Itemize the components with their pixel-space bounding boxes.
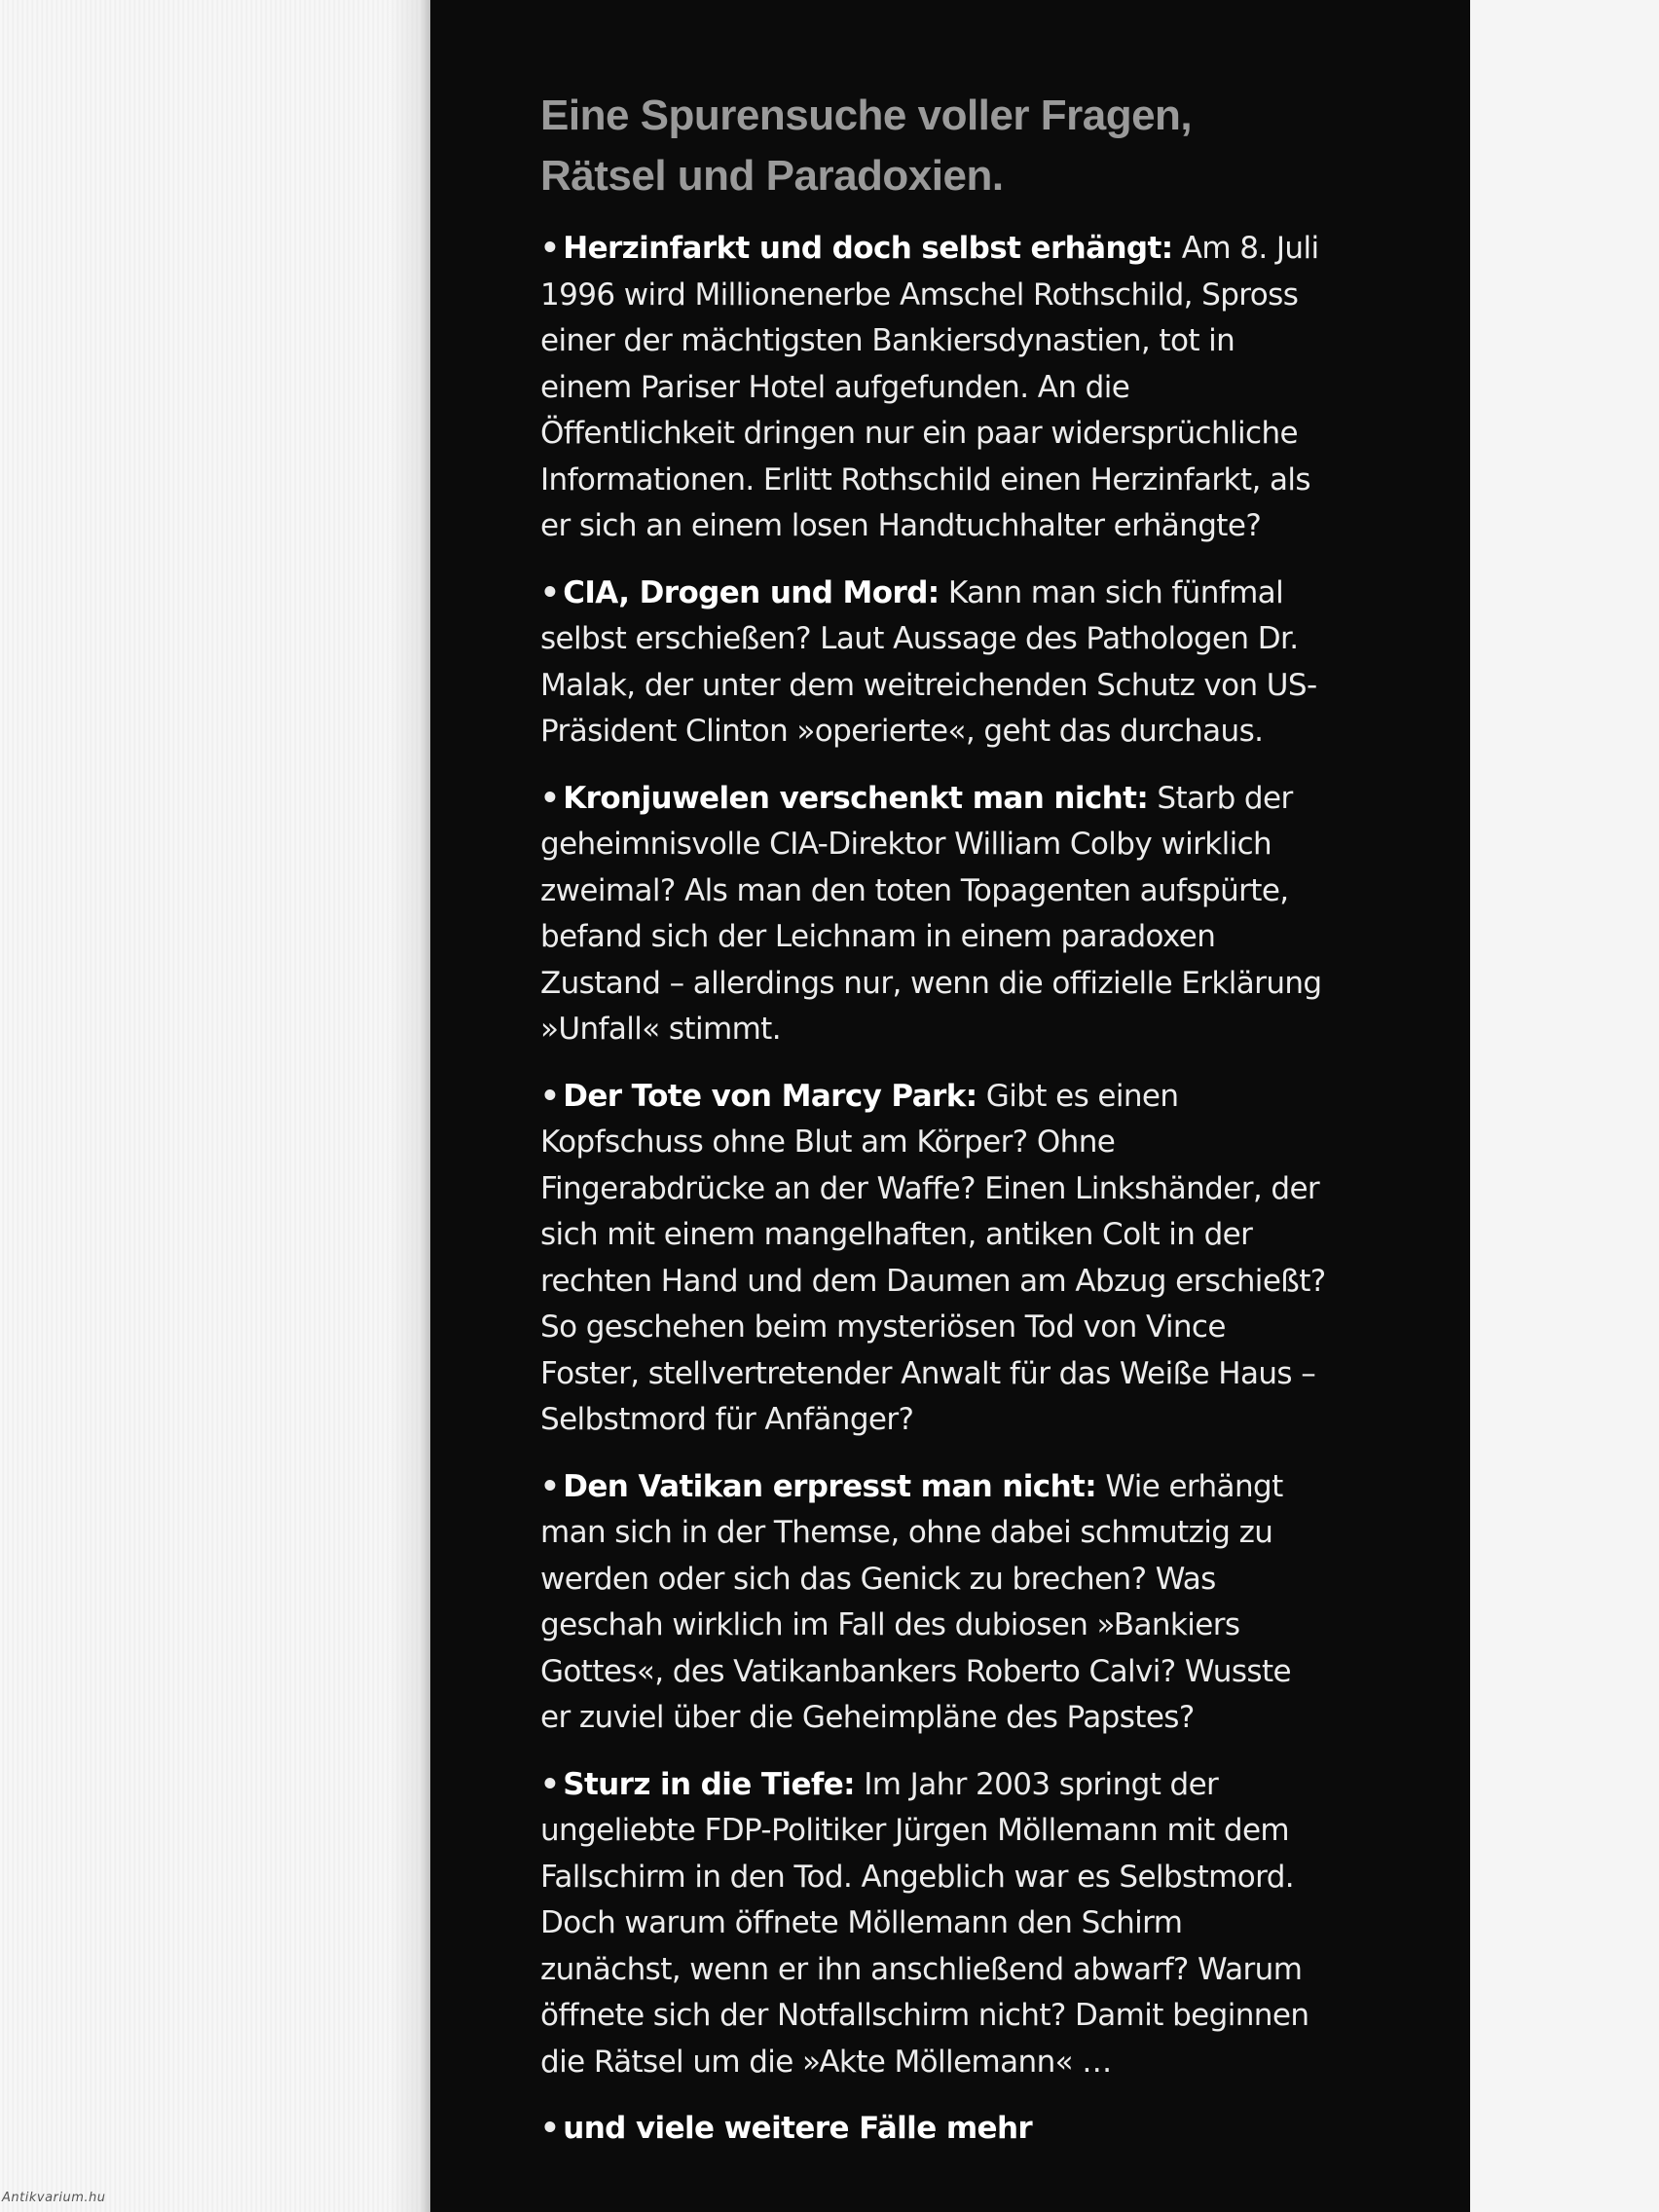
case-text: Kann man sich fünfmal selbst erschießen? Laut Aussage des Pathologen Dr. Malak, der unter dem weitreichenden Schutz von US-Präsident Clinton »operierte«, geht das durchaus. [540,574,1317,749]
headline-line-2: Rätsel und Paradoxien. [540,152,1004,200]
case-lead: und viele weitere Fälle mehr [563,2111,1033,2146]
bullet-icon: • [540,1468,560,1504]
watermark: Antikvarium.hu [2,2191,106,2205]
case-text: Wie erhängt man sich in der Themse, ohne dabei schmutzig zu werden oder sich das Genick zu brechen? Was geschah wirklich im Fall des dubiosen »Bankiers Gottes«, des Vatikanbankers Roberto Calvi? Wusste er zuviel über die Geheimpläne des Papstes? [540,1468,1291,1735]
bullet-icon: • [540,574,560,610]
page-fold-shadow [389,0,433,2212]
case-item-calvi [540,1464,1329,1742]
case-item-moellemann [540,1762,1329,2086]
case-lead: Der Tote von Marcy Park: [563,1078,977,1114]
bullet-icon: • [540,1766,560,1802]
case-text: Am 8. Juli 1996 wird Millionenerbe Amschel Rothschild, Spross einer der mächtigsten Bankiersdynastien, tot in einem Pariser Hotel aufgefunden. An die Öffentlichkeit dringen nur ein paar widersprüchliche Informationen. Erlitt Rothschild einen Herzinfarkt, als er sich an einem losen Handtuchhalter erhängte? [540,231,1319,543]
headline-line-1: Eine Spurensuche voller Fragen, [540,92,1193,139]
case-item-cia [540,571,1329,756]
case-item-foster [540,1074,1329,1444]
case-item-rothschild [540,226,1329,550]
bullet-icon: • [540,231,560,266]
case-text: Starb der geheimnisvolle CIA-Direktor William Colby wirklich zweimal? Als man den toten Topagenten aufspürte, befand sich der Leichnam in einem paradoxen Zustand – allerdings nur, wenn die offizielle Erklärung »Unfall« stimmt. [540,780,1322,1047]
case-lead: Sturz in die Tiefe: [563,1766,855,1802]
case-item-more [540,2106,1329,2153]
case-lead: CIA, Drogen und Mord: [563,574,940,610]
cover-text-block [540,86,1329,2173]
bullet-icon: • [540,1078,560,1114]
bullet-icon: • [540,780,560,816]
headline [540,86,1329,206]
case-lead: Herzinfarkt und doch selbst erhängt: [563,231,1173,266]
right-page-edge [1470,0,1659,2212]
left-page [0,0,428,2212]
bullet-icon: • [540,2111,560,2146]
case-lead: Kronjuwelen verschenkt man nicht: [563,780,1149,816]
case-lead: Den Vatikan erpresst man nicht: [563,1468,1097,1504]
case-text: Gibt es einen Kopfschuss ohne Blut am Körper? Ohne Fingerabdrücke an der Waffe? Einen Linkshänder, der sich mit einem mangelhaften, antiken Colt in der rechten Hand und dem Daumen am Abzug erschießt? So geschehen beim mysteriösen Tod von Vince Foster, stellvertretender Anwalt für das Weiße Haus – Selbstmord für Anfänger? [540,1078,1326,1437]
case-item-colby [540,776,1329,1053]
case-text: Im Jahr 2003 springt der ungeliebte FDP-Politiker Jürgen Möllemann mit dem Fallschirm in den Tod. Angeblich war es Selbstmord. Doch warum öffnete Möllemann den Schirm zunächst, wenn er ihn anschließend abwarf? Warum öffnete sich der Notfallschirm nicht? Damit beginnen die Rätsel um die »Akte Möllemann« … [540,1766,1309,2080]
